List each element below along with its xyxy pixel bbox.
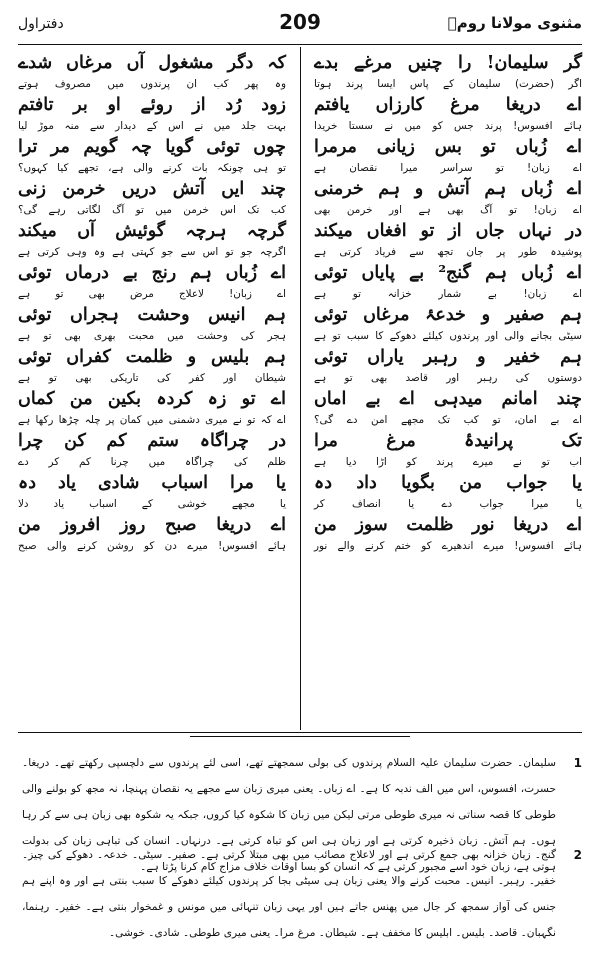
right-column (314, 52, 582, 556)
translation-line: وہ پھر کب ان پرندوں میں مصروف ہوتے (18, 78, 286, 90)
footnote-1 (22, 750, 582, 873)
verse-line: ہم انیس وحشت ہجراں توئی (18, 305, 286, 325)
translation-line: پوشیدہ طور پر جان تجھ سے فریاد کرتی ہے (314, 246, 582, 258)
translation-line: یا مجھے خوشی کے اسباب یاد دلا (18, 498, 286, 510)
verse-line: اے زُباں ہم گنج² بے پایاں توئی (314, 263, 582, 283)
footnote-separator (190, 736, 410, 737)
translation-line: اگر (حضرت) سلیمان کے پاس ایسا پرند ہوتا (314, 78, 582, 90)
verse-line: در نہاں جاں از تو افغاں میکند (314, 221, 582, 241)
page-header (18, 6, 582, 40)
header-rule (18, 44, 582, 45)
verse-line: یا مرا اسباب شادی یاد دہ (18, 473, 286, 493)
verse-line: تک پرانیدۂ مرغ مرا (314, 431, 582, 451)
translation-line: کب تک اس خرمن میں تو آگ لگاتی رہے گی؟ (18, 204, 286, 216)
translation-line: یا میرا جواب دے یا انصاف کر (314, 498, 582, 510)
verse-line: اے دریغا مرغ کارزاں یافتم (314, 95, 582, 115)
translation-line: ہائے افسوس! پرند جس کو میں نے سستا خریدا (314, 120, 582, 132)
verse-line: کہ دگر مشغول آں مرغاں شدے (18, 53, 286, 73)
translation-line: شیطان اور کفر کی تاریکی بھی تو ہے (18, 372, 286, 384)
verse-line: اے دریغا نور ظلمت سوز من (314, 515, 582, 535)
verse-line: چند امانم میدہی اے بے اماں (314, 389, 582, 409)
verse-line: ہم بلیس و ظلمت کفراں توئی (18, 347, 286, 367)
footnote-2 (22, 842, 582, 960)
verse-line: چند ایں آتش دریں خرمن زنی (18, 179, 286, 199)
verse-line: اے زُباں ہم آتش و ہم خرمنی (314, 179, 582, 199)
verse-bottom-rule (18, 732, 582, 733)
verse-line: اے زُباں تو بس زیانی مرمرا (314, 137, 582, 157)
verse-line: یا جواب من بگویا داد دہ (314, 473, 582, 493)
translation-line: ظلم کی چراگاہ میں چرنا کم کر دے (18, 456, 286, 468)
translation-line: ہائے افسوس! میرے اندھیرے کو ختم کرنے والے نور (314, 540, 582, 552)
translation-line: اے زبان! تو سراسر میرا نقصان ہے (314, 162, 582, 174)
verse-line: اے تو زہ کردہ بکین من کماں (18, 389, 286, 409)
verse-line: ہم صفیر و خدعۂ مرغاں توئی (314, 305, 582, 325)
verse-line: اے دریغا صبح روز افروز من (18, 515, 286, 535)
translation-line: اے کہ تو نے میری دشمنی میں کمان پر چلہ چڑھا رکھا ہے (18, 414, 286, 426)
page-number: 209 (279, 10, 321, 34)
footnote-text: گنج۔ زبان خزانہ بھی جمع کرتی ہے اور لاعلاج مصائب میں بھی مبتلا کرتی ہے۔ صفیر۔ سیٹی۔ خدعہ۔ دھوکے کی چیز۔ خفیر۔ رہبر۔ انیس۔ محبت کرنے والا یعنی زبان ہی سیٹی بجا کر پرندوں کیلئے دھوکے کا سبب بنتی ہے اور وہ اپنے ہم جنس کی آواز سمجھ کر جال میں پھنس جاتے ہیں اور یہی زبان تنہائی میں مونس و غمخوار بنتی ہے۔ خفیر۔ رہنما، نگہبان۔ قاصد۔ بلیس۔ ابلیس کا مخفف ہے۔ شیطان۔ مرغ مرا۔ یعنی میری طوطی۔ شادی۔ خوشی۔ (22, 849, 556, 939)
translation-line: اے زبان! بے شمار خزانہ تو ہے (314, 288, 582, 300)
translation-line: ہجر کی وحشت میں محبت بھری بھی تو ہے (18, 330, 286, 342)
verse-line: اے زُباں ہم رنج بے درماں توئی (18, 263, 286, 283)
translation-line: اے زبان! تو آگ بھی ہے اور خرمن بھی (314, 204, 582, 216)
verse-line: ہم خفیر و رہبر یاراں توئی (314, 347, 582, 367)
translation-line: تو ہی چونکہ بات کرنے والی ہے، تجھے کیا کہوں؟ (18, 162, 286, 174)
footnote-marker: 1 (573, 756, 582, 770)
translation-line: اے زبان! لاعلاج مرض بھی تو ہے (18, 288, 286, 300)
verse-line: زود رُد از روئے او بر تافتم (18, 95, 286, 115)
footnote-text: سلیمان۔ حضرت سلیمان علیہ السلام پرندوں کی بولی سمجھتے تھے، اسی لئے پرندوں سے دلچسپی رکھتے تھے۔ دریغا۔ حسرت، افسوس، اس میں الف ندبہ کا ہے۔ اے زباں۔ یعنی میری زبان سے مجھے یہ نقصان پہنچا، نہ مجھ کو بولنے والی طوطی کا قصہ سناتی نہ میری طوطی مرتی لیکن میں زبان کا شکوہ کیا کروں، جبکہ یہ شکوہ بھی زبان ہی سے کر رہا ہوں۔ ہم آتش۔ زبان ذخیرہ کرتی ہے اور زبان ہی اس کو تباہ کرتی ہے۔ درنہاں۔ انسان کی تباہی زبان کی بدولت ہوتی ہے، زبان خود اسے مجبور کرتی ہے کہ انسان کو بسا اوقات خلاف مزاج کام کرنا پڑتا ہے۔ (22, 757, 556, 873)
left-column (18, 52, 286, 556)
verse-line: چوں توئی گویا چہ گویم مر ترا (18, 137, 286, 157)
verse-line: در چراگاہ ستم کم کن چرا (18, 431, 286, 451)
translation-line: اے بے امان، تو کب تک مجھے امن دے گی؟ (314, 414, 582, 426)
translation-line: سیٹی بجانے والی اور پرندوں کیلئے دھوکے کا سبب تو ہے (314, 330, 582, 342)
book-section-label: دفتراول (18, 16, 64, 32)
footnote-marker: 2 (573, 848, 582, 862)
verse-line: گر سلیمان! را چنیں مرغے بدے (314, 53, 582, 73)
translation-line: اب تو نے میرے پرند کو اڑا دیا ہے (314, 456, 582, 468)
verse-line: گرچہ ہرچہ گوئیش آں میکند (18, 221, 286, 241)
translation-line: ہائے افسوس! میرے دن کو روشن کرنے والی صبح (18, 540, 286, 552)
translation-line: بہت جلد میں نے اس کے دیدار سے منہ موڑ لیا (18, 120, 286, 132)
column-divider (300, 47, 301, 730)
book-title: مثنوی مولانا رومؒ (447, 14, 582, 32)
translation-line: اگرچہ جو تو اس سے جو کہتی ہے وہ وہی کرتی ہے (18, 246, 286, 258)
translation-line: دوستوں کی رہبر اور قاصد بھی تو ہے (314, 372, 582, 384)
